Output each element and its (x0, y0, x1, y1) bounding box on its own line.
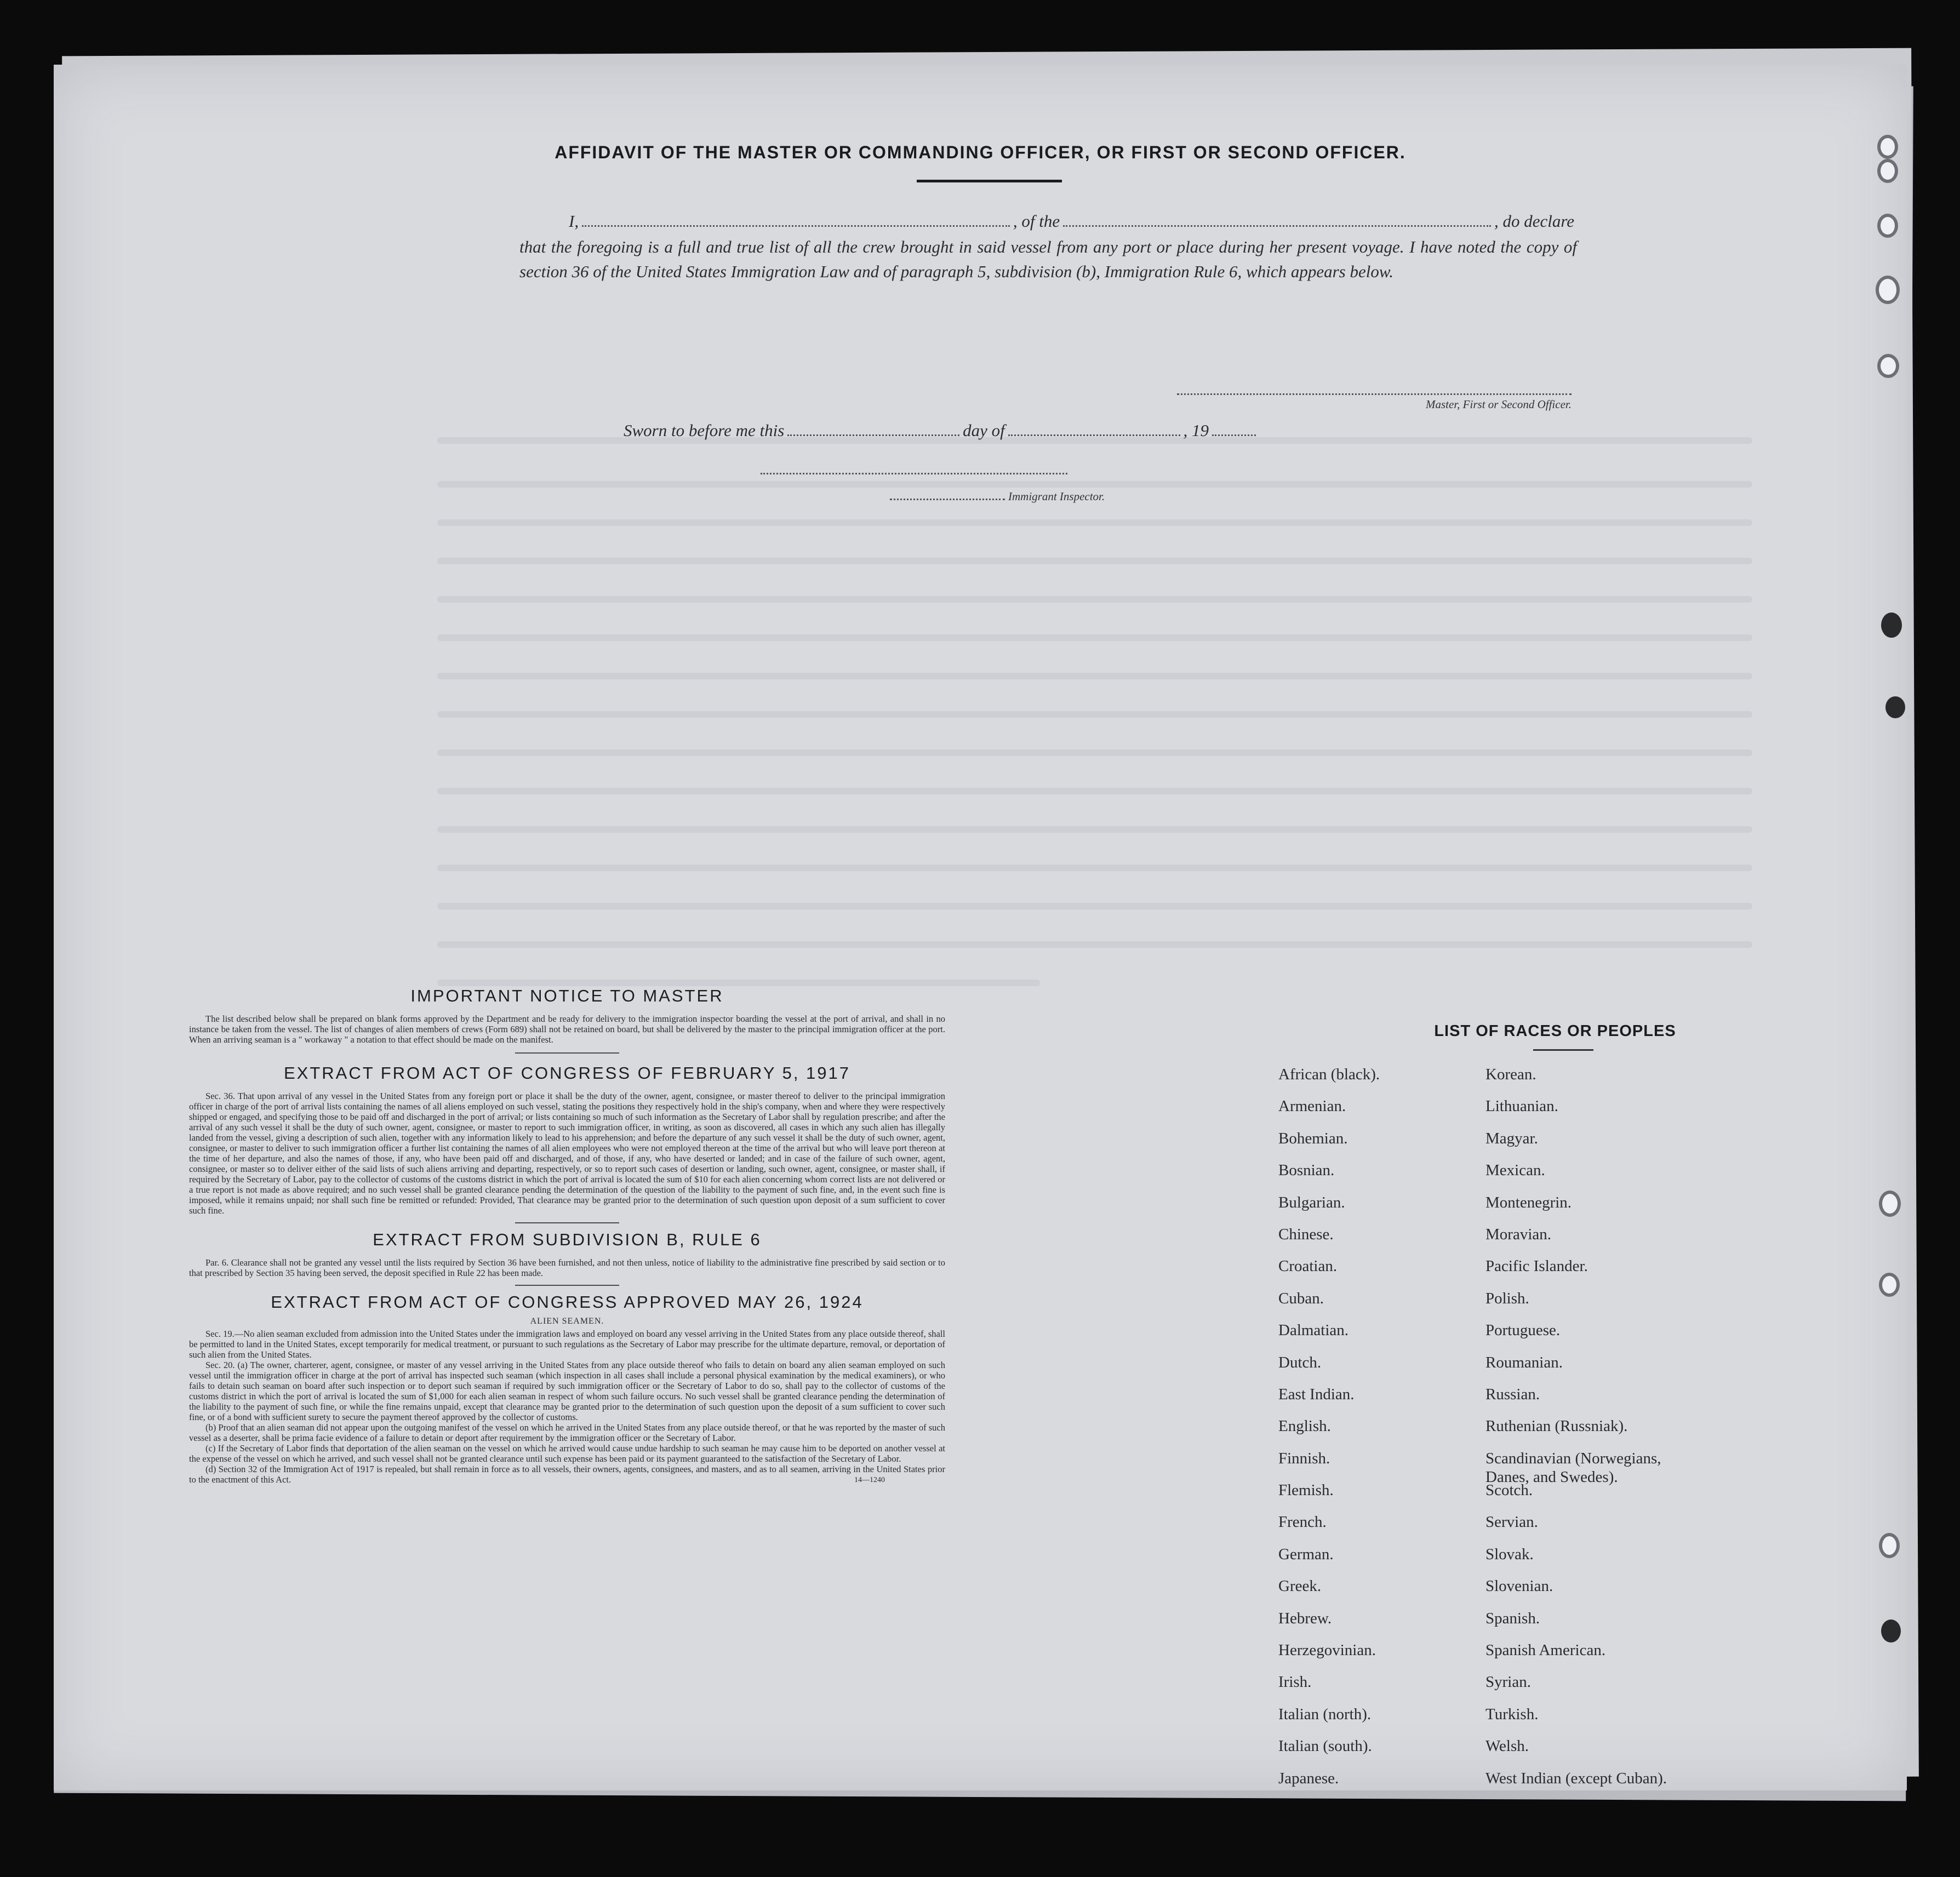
sworn-label: Sworn to before me this (624, 421, 785, 440)
bleed-through-row (437, 519, 1752, 526)
race-item: Moravian. (1485, 1225, 1551, 1243)
extract-1924-sec20b: (b) Proof that an alien seaman did not appear upon the outgoing manifest of the vessel on which he arrived in the United States from any place outside thereof, or that he was reported by the master of such vessel as a deserter, shall be prima facie evidence of a failure to detain or deport after requirement by the immigration officer or the Secretary of Labor. (189, 1422, 945, 1443)
race-item: Turkish. (1485, 1705, 1539, 1723)
section-divider (515, 1285, 619, 1286)
bleed-through-row (437, 749, 1752, 756)
race-item: Polish. (1485, 1289, 1529, 1307)
races-column-2 (1485, 1065, 1667, 1801)
race-item: Servian. (1485, 1513, 1538, 1531)
bleed-through-row (437, 596, 1752, 603)
legal-notices (189, 981, 945, 1485)
do-declare-label: , do declare (1494, 211, 1575, 231)
race-item: West Indian (except Cuban). (1485, 1769, 1667, 1787)
extract-rule6-text: Par. 6. Clearance shall not be granted any vessel until the lists required by Section 36 have been furnished, and not then unless, notice of liability to the administrative fine prescribed by said section or to that prescribed by Section 35 having been served, the deposit specified in Rule 22 has been made. (189, 1257, 945, 1278)
extract-1924-sec20a: Sec. 20. (a) The owner, charterer, agent, consignee, or master of any vessel arriving in the United States from any place outside thereof who fails to detain on board any alien seaman employed on such vessel until the immigration officer in charge at the port of arrival has inspected such seaman (which inspection in all cases shall include a personal physical examination by the medical examiners), or who fails to detain such seaman on board after such inspection or to deport such seaman if required by such immigration officer or the Secretary of Labor to do so, shall pay to the collector of customs of the customs district in which the port of arrival is located the sum of $1,000 for each alien seaman in respect of whom such failure occurs. No such vessel shall be granted clearance pending the determination of the liability to the payment of such fine, or while the fine remains unpaid, except that clearance may be granted prior to the determination of such question upon the deposit of a sum sufficient to cover such fine, or of a bond with sufficient surety to secure the payment thereof approved by the collector of customs. (189, 1360, 945, 1422)
race-item: Portuguese. (1485, 1321, 1561, 1340)
race-item: Russian. (1485, 1385, 1540, 1403)
binder-hole (1879, 1273, 1900, 1297)
race-item: Lithuanian. (1485, 1097, 1558, 1115)
race-item: English. (1278, 1417, 1331, 1435)
day-of-label: day of (963, 421, 1005, 440)
binder-hole (1876, 276, 1900, 304)
bleed-through-row (437, 788, 1752, 794)
extract-1924-sec20c: (c) If the Secretary of Labor finds that deportation of the alien seaman on the vessel on which he arrived would cause undue hardship to such seaman he may cause him to be deported on another vessel at the expense of the vessel on which he arrived, and such vessel shall not be granted clearance until such expense has been paid or its payment guaranteed to the satisfaction of the Secretary of Labor. (189, 1443, 945, 1464)
bleed-through-row (437, 865, 1752, 871)
race-item: Irish. (1278, 1673, 1312, 1691)
race-item: German. (1278, 1545, 1334, 1563)
binder-hole (1877, 354, 1899, 378)
race-item: Spanish. (1485, 1609, 1540, 1627)
bleed-through-row (437, 711, 1752, 718)
signature-blank[interactable] (1177, 393, 1572, 395)
sworn-line (624, 421, 1259, 440)
extract-1924-sec20d: (d) Section 32 of the Immigration Act of 1917 is repealed, but shall remain in force as to all vessels, their owners, agents, consignees, and masters, and as to all seamen, arriving in the United States prior to the enactment of this Act. (189, 1464, 945, 1485)
signature-label: Master, First or Second Officer. (1426, 398, 1572, 411)
race-item: Mexican. (1485, 1161, 1545, 1180)
year-blank[interactable] (1212, 434, 1256, 436)
race-item: Magyar. (1485, 1129, 1538, 1147)
race-item: Croatian. (1278, 1257, 1338, 1275)
bleed-through-row (437, 481, 1752, 488)
binder-hole (1879, 1533, 1900, 1558)
notice-text: The list described below shall be prepared on blank forms approved by the Department and be ready for delivery to the immigration inspector boarding the vessel at the port of arrival, and shall in no instance be taken from the vessel. The list of changes of alien members of crews (Form 689) shall not be retained on board, but shall be delivered by the master to the principal immigration officer at the port. When an arriving seaman is a " workaway " a notation to that effect should be made on the manifest. (189, 1014, 945, 1045)
race-item: East Indian. (1278, 1385, 1355, 1403)
race-item: Japanese. (1278, 1769, 1339, 1787)
binder-hole (1877, 214, 1898, 238)
inspector-signature-blank[interactable] (761, 473, 1067, 474)
i-label: I, (569, 211, 579, 231)
races-title-underline (1533, 1049, 1593, 1051)
extract-1917-text: Sec. 36. That upon arrival of any vessel in the United States from any foreign port or place it shall be the duty of the owner, agent, consignee, or master thereof to deliver to the principal immigration officer in charge of the port of arrival lists containing the names of all aliens employed on such vessel, stating the positions they respectively hold in the ship's company, when and where they were respectively shipped or engaged, and specifying those to be paid off and discharged in the port of arrival; or lists containing so much of such information as the Secretary of Labor shall by regulation prescribe; and after the arrival of any such vessel it shall be the duty of such owner, agent, consignee, or master to report to such immigration officer, in writing, as soon as discovered, all cases in which any such alien has illegally landed from the vessel, giving a description of such alien, together with any information likely to lead to his apprehension; and before the departure of any such vessel it shall be the duty of such owner, agent, consignee, or master to deliver to such immigration officer a further list containing the names of all alien employees who were not employed thereon at the time of the arrival but who will leave port thereon at the time of her departure, and also the names of those, if any, who have been paid off and discharged, and of those, if any, who have deserted or landed; and in case of the failure of such owner, agent, consignee, or master so to deliver either of the said lists of such aliens arriving and departing, respectively, or so to report such cases of desertion or landing, such owner, agent, consignee, or master shall, if required by the Secretary of Labor, pay to the collector of customs of the customs district in which the port of arrival is located the sum of $10 for each alien concerning whom correct lists are not delivered or a true report is not made as above required; and no such vessel shall be granted clearance pending the determination of the question of the liability to the payment of such fine, and, in the event such fine is imposed, while it remains unpaid; nor shall such fine be remitted or refunded: Provided, That clearance may be granted prior to the determination of such question upon deposit of a sum sufficient to cover such fine. (189, 1091, 945, 1216)
race-item: Scotch. (1485, 1481, 1533, 1500)
race-item: Bosnian. (1278, 1161, 1335, 1180)
race-item: Italian (south). (1278, 1737, 1372, 1755)
race-item: Italian (north). (1278, 1705, 1372, 1723)
affidavit-statement: that the foregoing is a full and true list of all the crew brought in said vessel from any port or place during her present voyage. I have noted the copy of section 36 of the United States Immigration Law and of paragraph 5, subdivision (b), Immigration Rule 6, which appears below. (519, 237, 1577, 281)
bleed-through-row (437, 673, 1752, 679)
affidavit-title: AFFIDAVIT OF THE MASTER OR COMMANDING OFFICER, OR FIRST OR SECOND OFFICER. (555, 142, 1406, 162)
race-item: Roumanian. (1485, 1353, 1563, 1371)
binder-hole (1881, 1620, 1901, 1643)
race-item: Bohemian. (1278, 1129, 1348, 1147)
race-item: Greek. (1278, 1577, 1322, 1595)
document-sheet (54, 65, 1907, 1790)
year-label: , 19 (1183, 421, 1209, 440)
bleed-through-row (437, 826, 1752, 833)
extract-1917-title: EXTRACT FROM ACT OF CONGRESS OF FEBRUARY 5, 1917 (283, 1063, 851, 1083)
races-title: LIST OF RACES OR PEOPLES (1434, 1022, 1676, 1040)
races-column-1 (1278, 1065, 1380, 1801)
title-underline (917, 180, 1062, 182)
form-number: 14—1240 (854, 1476, 885, 1484)
inspector-label: Immigrant Inspector. (1008, 490, 1105, 503)
race-item: Slovenian. (1485, 1577, 1553, 1595)
inspector-name-blank[interactable] (890, 499, 1005, 500)
race-item: Finnish. (1278, 1449, 1330, 1467)
of-the-label: , of the (1013, 211, 1060, 231)
race-item: French. (1278, 1513, 1327, 1531)
race-item: Bulgarian. (1278, 1193, 1345, 1211)
race-item: Hebrew. (1278, 1609, 1332, 1627)
inspector-line (887, 490, 1128, 503)
extract-rule6-title: EXTRACT FROM SUBDIVISION B, RULE 6 (373, 1230, 762, 1249)
race-item: Montenegrin. (1485, 1193, 1572, 1211)
race-item: Syrian. (1485, 1673, 1531, 1691)
binder-hole (1885, 696, 1905, 718)
race-item: Slovak. (1485, 1545, 1534, 1563)
extract-1924-title: EXTRACT FROM ACT OF CONGRESS APPROVED MAY 26, 1924 (271, 1292, 864, 1312)
race-item: Scandinavian (Norwegians, Danes, and Swedes). (1485, 1449, 1661, 1486)
name-blank[interactable] (582, 225, 1010, 227)
race-item: Chinese. (1278, 1225, 1334, 1243)
bleed-through-row (437, 903, 1752, 909)
race-item: Pacific Islander. (1485, 1257, 1588, 1275)
bleed-through-row (437, 941, 1752, 948)
race-item: African (black). (1278, 1066, 1380, 1083)
race-item: Dalmatian. (1278, 1321, 1349, 1340)
race-item: Korean. (1485, 1066, 1536, 1083)
race-item: Ruthenian (Russniak). (1485, 1417, 1628, 1435)
day-blank[interactable] (787, 434, 959, 436)
race-item: Armenian. (1278, 1097, 1346, 1115)
binder-hole (1881, 613, 1902, 638)
bleed-through-row (437, 634, 1752, 641)
vessel-blank[interactable] (1063, 225, 1491, 227)
affidavit-declaration-line (569, 211, 1574, 231)
section-divider (515, 1222, 619, 1223)
race-item: Welsh. (1485, 1737, 1529, 1755)
race-item: Cuban. (1278, 1289, 1324, 1307)
race-item: Dutch. (1278, 1353, 1322, 1371)
race-item: Flemish. (1278, 1481, 1334, 1500)
notice-title: IMPORTANT NOTICE TO MASTER (410, 986, 724, 1005)
binder-hole (1879, 1191, 1901, 1217)
race-item: Herzegovinian. (1278, 1641, 1376, 1659)
extract-1924-sec19: Sec. 19.—No alien seaman excluded from admission into the United States under the immigration laws and employed on board any vessel arriving in the United States from any place outside thereof, shall be permitted to land in the United States, except temporarily for medical treatment, or pursuant to such regulations as the Secretary of Labor may prescribe for the ultimate departure, removal, or deportation of such alien from the United States. (189, 1329, 945, 1360)
section-divider (515, 1052, 619, 1054)
month-blank[interactable] (1008, 434, 1180, 436)
bleed-through-row (437, 558, 1752, 564)
extract-1924-subtitle: ALIEN SEAMEN. (530, 1317, 604, 1326)
race-item: Spanish American. (1485, 1641, 1606, 1659)
